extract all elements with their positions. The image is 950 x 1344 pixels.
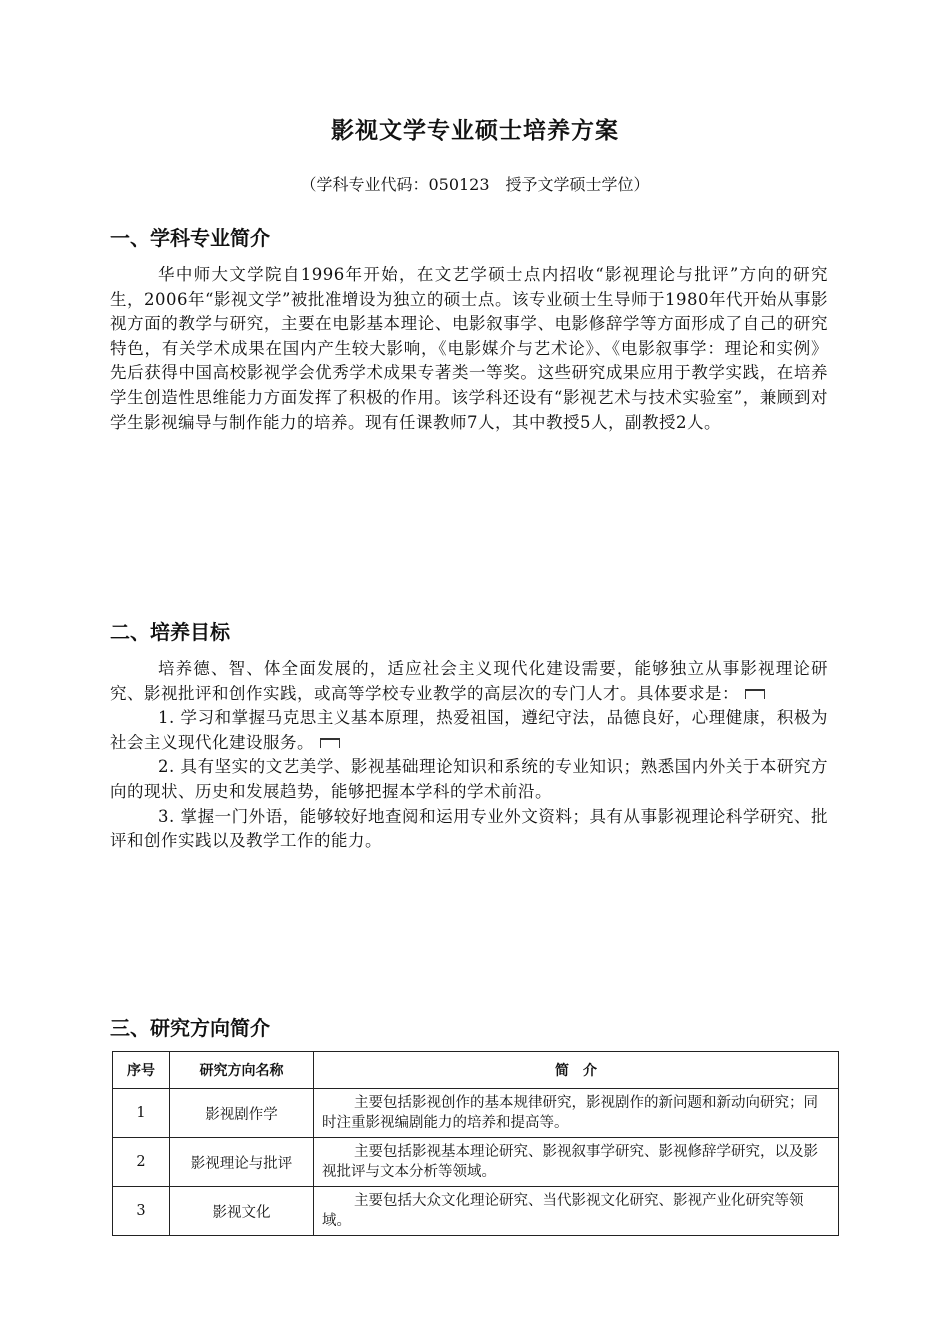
goals-intro: 培养德、智、体全面发展的，适应社会主义现代化建设需要，能够独立从事影视理论研究、影视批评和创作实践，或高等学校专业教学的高层次的专门人才。具体要求是： [110, 659, 828, 703]
row-name: 影视理论与批评 [170, 1138, 314, 1187]
goals-item-2: 2. 具有坚实的文艺美学、影视基础理论知识和系统的专业知识；熟悉国内外关于本研究方向的现状、历史和发展趋势，能够把握本学科的学术前沿。 [110, 757, 828, 801]
row-no: 2 [113, 1138, 170, 1187]
table-row [113, 1187, 839, 1236]
row-name: 影视文化 [170, 1187, 314, 1236]
goals-item-1: 1. 学习和掌握马克思主义基本原理，热爱祖国，遵纪守法，品德良好，心理健康，积极为社会主义现代化建设服务。 [110, 708, 828, 752]
section-heading-goals: 二、培养目标 [110, 620, 230, 644]
row-no: 3 [113, 1187, 170, 1236]
row-name: 影视剧作学 [170, 1089, 314, 1138]
section-goals-body [110, 657, 828, 854]
header-intro: 简 介 [314, 1052, 839, 1089]
page-title: 影视文学专业硕士培养方案 [331, 118, 619, 144]
goals-item-3: 3. 掌握一门外语，能够较好地查阅和运用专业外文资料；具有从事影视理论科学研究、批评和创作实践以及教学工作的能力。 [110, 806, 828, 851]
header-no: 序号 [113, 1052, 170, 1089]
section-heading-intro: 一、学科专业简介 [110, 226, 270, 250]
page-subtitle: （学科专业代码：050123 授予文学硕士学位） [300, 175, 650, 194]
table-header-row [113, 1052, 839, 1089]
table-row [113, 1138, 839, 1187]
bracket-mark-icon [745, 689, 765, 699]
header-name: 研究方向名称 [170, 1052, 314, 1089]
section-intro-body: 华中师大文学院自1996年开始，在文艺学硕士点内招收“影视理论与批评”方向的研究生，2006年“影视文学”被批准增设为独立的硕士点。该专业硕士生导师于1980年代开始从事影视方面的教学与研究，主要在电影基本理论、电影叙事学、电影修辞学等方面形成了自己的研究特色，有关学术成果在国内产生较大影响，《电影媒介与艺术论》、《电影叙事学：理论和实例》先后获得中国高校影视学会优秀学术成果专著类一等奖。这些研究成果应用于教学实践，在培养学生创造性思维能力方面发挥了积极的作用。该学科还设有“影视艺术与技术实验室”，兼顾到对学生影视编导与制作能力的培养。现有任课教师7人，其中教授5人，副教授2人。 [110, 265, 828, 432]
row-no: 1 [113, 1089, 170, 1138]
research-directions-table [112, 1051, 839, 1236]
section-heading-directions: 三、研究方向简介 [110, 1016, 270, 1040]
row-intro: 主要包括影视创作的基本规律研究，影视剧作的新问题和新动向研究；同时注重影视编剧能力的培养和提高等。 [314, 1089, 839, 1138]
bracket-mark-icon [320, 738, 340, 748]
row-intro: 主要包括影视基本理论研究、影视叙事学研究、影视修辞学研究，以及影视批评与文本分析等领域。 [314, 1138, 839, 1187]
row-intro: 主要包括大众文化理论研究、当代影视文化研究、影视产业化研究等领域。 [314, 1187, 839, 1236]
table-row [113, 1089, 839, 1138]
